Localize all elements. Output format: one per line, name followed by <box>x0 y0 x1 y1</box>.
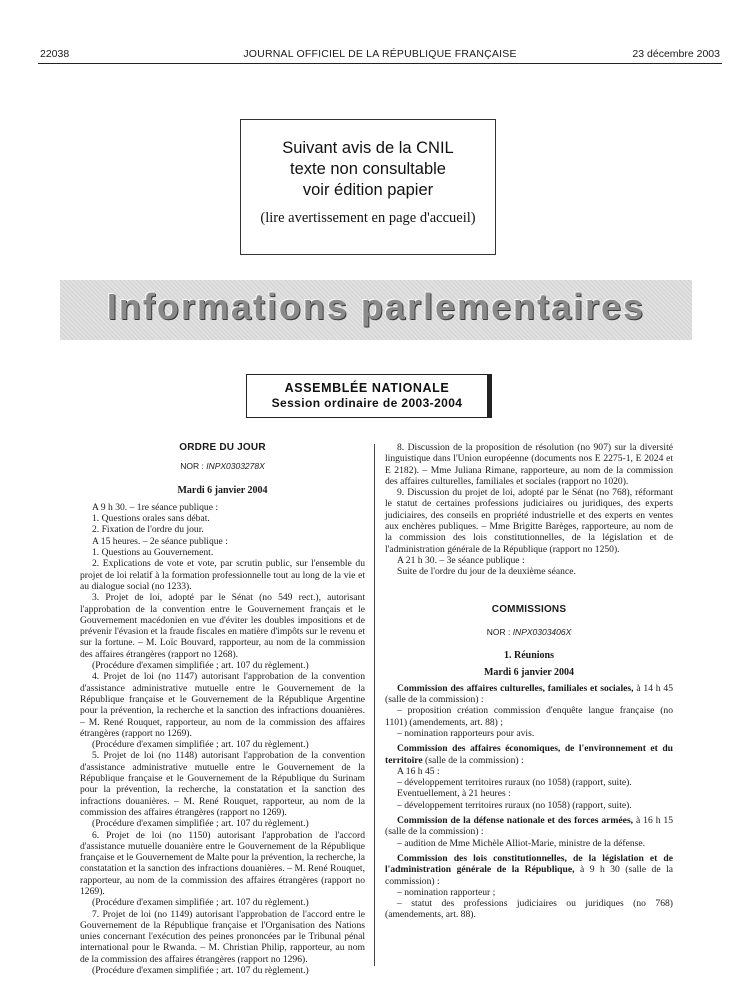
agenda-item: 1. Questions au Gouvernement. <box>92 547 214 559</box>
meetings-subheading: 1. Réunions <box>503 650 554 662</box>
notice-line-4: (lire avertissement en page d'accueil) <box>260 210 476 226</box>
commission-title: Commission des affaires culturelles, familiales et sociales, à 14 h 45 (salle de la commission) : <box>385 682 673 706</box>
commission-item: – nomination rapporteur ; <box>397 886 496 898</box>
commission-item: – audition de Mme Michèle Alliot-Marie, ministre de la défense. <box>397 837 646 849</box>
agenda-item: 2. Explications de vote et vote, par scrutin public, sur l'ensemble du projet de loi relatif à la formation professionnelle tout au long de la vie et au dialogue social (no 1233). <box>80 558 365 592</box>
page-header <box>40 48 720 64</box>
agenda-item: (Procédure d'examen simplifiée ; art. 107 du règlement.) <box>92 965 309 977</box>
session-name: Session ordinaire de 2003-2004 <box>271 396 463 410</box>
agenda-item: (Procédure d'examen simplifiée ; art. 107 du règlement.) <box>92 660 309 672</box>
commission-item: – développement territoires ruraux (no 1058) (rapport, suite). <box>397 777 632 789</box>
notice-line-3: voir édition papier <box>302 181 434 199</box>
commission-entry <box>385 853 673 921</box>
commission-item: – nomination rapporteurs pour avis. <box>397 727 535 739</box>
commission-item: – développement territoires ruraux (no 1058) (rapport, suite). <box>397 799 632 811</box>
agenda-item: 3. Projet de loi, adopté par le Sénat (no 549 rect.), autorisant l'approbation de la convention entre le Gouvernement français et le Gouvernement macédonien en vue d'éviter les doubles impositions et de prévenir l'évasion et la fraude fiscales en matière d'impôts sur le revenu et sur la fortune. – M. Loïc Bouvard, rapporteur, au nom de la commission des affaires étrangères (rapport no 1268). <box>80 592 365 660</box>
commission-entry <box>385 743 673 811</box>
commissions-nor <box>385 627 673 638</box>
nor-label: NOR : <box>486 626 513 637</box>
agenda-item: 7. Projet de loi (no 1149) autorisant l'approbation de l'accord entre le Gouvernement de la République française et l'Organisation des Nations unies concernant l'exécution des peines prononcées par le Tribunal pénal international pour le Rwanda. – M. Christian Philip, rapporteur, au nom de la commission des affaires étrangères (rapport no 1296). <box>80 908 365 965</box>
column-divider <box>374 444 375 966</box>
agenda-nor <box>80 461 365 472</box>
commission-item: – statut des professions judiciaires ou juridiques (no 768) (amendements, art. 88). <box>385 898 673 921</box>
agenda-date: Mardi 6 janvier 2004 <box>177 484 268 496</box>
agenda-items <box>80 502 365 976</box>
agenda-item: (Procédure d'examen simplifiée ; art. 107 du règlement.) <box>92 739 309 751</box>
journal-title: JOURNAL OFFICIEL DE LA RÉPUBLIQUE FRANÇAISE <box>243 48 517 60</box>
header-rule <box>38 63 722 64</box>
commission-item: Eventuellement, à 21 heures : <box>397 788 511 800</box>
agenda-item: (Procédure d'examen simplifiée ; art. 107 du règlement.) <box>92 818 309 830</box>
agenda-item: 9. Discussion du projet de loi, adopté par le Sénat (no 768), réformant le statut de certaines professions judiciaires ou juridiques, des experts judiciaires, des conseils en propriété industrielle et des experts en ventes aux enchères publiques. – Mme Brigitte Barèges, rapporteure, au nom de la commission des lois constitutionnelles, de la législation et de l'administration générale de la République (rapport no 1250). <box>385 487 673 555</box>
cnil-notice-box <box>240 119 496 255</box>
notice-line-1: Suivant avis de la CNIL <box>282 139 454 157</box>
commission-entry <box>385 683 673 739</box>
meetings-date: Mardi 6 janvier 2004 <box>483 667 575 679</box>
issue-date: 23 décembre 2003 <box>632 48 720 60</box>
commission-title: Commission des lois constitutionnelles, de la législation et de l'administration générale de la République, à 9 h 30 (salle de la commission) : <box>385 852 673 887</box>
nor-label: NOR : <box>180 461 207 472</box>
banner-title: Informations parlementaires <box>106 286 646 327</box>
page-number: 22038 <box>40 48 70 60</box>
assembly-box <box>246 374 492 418</box>
nor-code: INPX0303406X <box>512 626 572 637</box>
right-column <box>385 442 673 921</box>
section-banner <box>60 280 692 340</box>
agenda-item: (Procédure d'examen simplifiée ; art. 107 du règlement.) <box>92 897 309 909</box>
nor-code: INPX0303278X <box>206 461 265 472</box>
agenda-item: A 9 h 30. – 1re séance publique : <box>92 501 219 513</box>
commission-item: – proposition création commission d'enquête langue française (no 1101) (amendements, art. 88) ; <box>385 705 673 728</box>
commission-list <box>385 683 673 921</box>
notice-line-2: texte non consultable <box>290 160 446 178</box>
agenda-item: A 21 h 30. – 3e séance publique : <box>397 554 525 566</box>
agenda-item: 2. Fixation de l'ordre du jour. <box>92 524 204 536</box>
left-column <box>80 442 365 976</box>
agenda-item: Suite de l'ordre du jour de la deuxième séance. <box>397 566 576 578</box>
commission-title: Commission des affaires économiques, de l'environnement et du territoire (salle de la commission) : <box>385 743 673 766</box>
agenda-item: 4. Projet de loi (no 1147) autorisant l'approbation de la convention d'assistance administrative mutuelle entre le Gouvernement de la République française et le Gouvernement de la République Argentine pour la prévention, la recherche et la sanction des infractions douanières. – M. René Rouquet, rapporteur, au nom de la commission des affaires étrangères (rapport no 1269). <box>80 671 365 739</box>
agenda-items-continued <box>385 442 673 578</box>
commission-item: A 16 h 45 : <box>397 765 440 777</box>
assembly-name: ASSEMBLÉE NATIONALE <box>284 381 450 395</box>
commission-title: Commission de la défense nationale et des forces armées, à 16 h 15 (salle de la commission) : <box>385 815 673 838</box>
agenda-item: 8. Discussion de la proposition de résolution (no 907) sur la diversité linguistique dans l'Union européenne (documents nos E 2275-1, E 2024 et E 2182). – Mme Juliana Rimane, rapporteure, au nom de la commission des affaires culturelles, familiales et sociales (rapport no 1020). <box>385 442 673 487</box>
agenda-item: 5. Projet de loi (no 1148) autorisant l'approbation de la convention d'assistance administrative mutuelle entre le Gouvernement de la République française et le Gouvernement de la République du Surinam pour la prévention, la recherche, la constatation et la sanction des infractions douanières. – M. René Rouquet, rapporteur, au nom de la commission des affaires étrangères (rapport no 1269). <box>80 750 365 818</box>
agenda-item: 6. Projet de loi (no 1150) autorisant l'approbation de l'accord d'assistance mutuelle douanière entre le Gouvernement de la République française et le Gouvernement de Malte pour la prévention, la recherche, la constatation et la sanction des infractions douanières. – M. René Rouquet, rapporteur, au nom de la commission des affaires étrangères (rapport no 1269). <box>80 829 365 897</box>
agenda-heading: ORDRE DU JOUR <box>179 442 266 453</box>
commission-entry <box>385 815 673 849</box>
agenda-item: 1. Questions orales sans débat. <box>92 513 210 525</box>
agenda-item: A 15 heures. – 2e séance publique : <box>92 535 228 547</box>
commissions-heading: COMMISSIONS <box>491 603 567 615</box>
